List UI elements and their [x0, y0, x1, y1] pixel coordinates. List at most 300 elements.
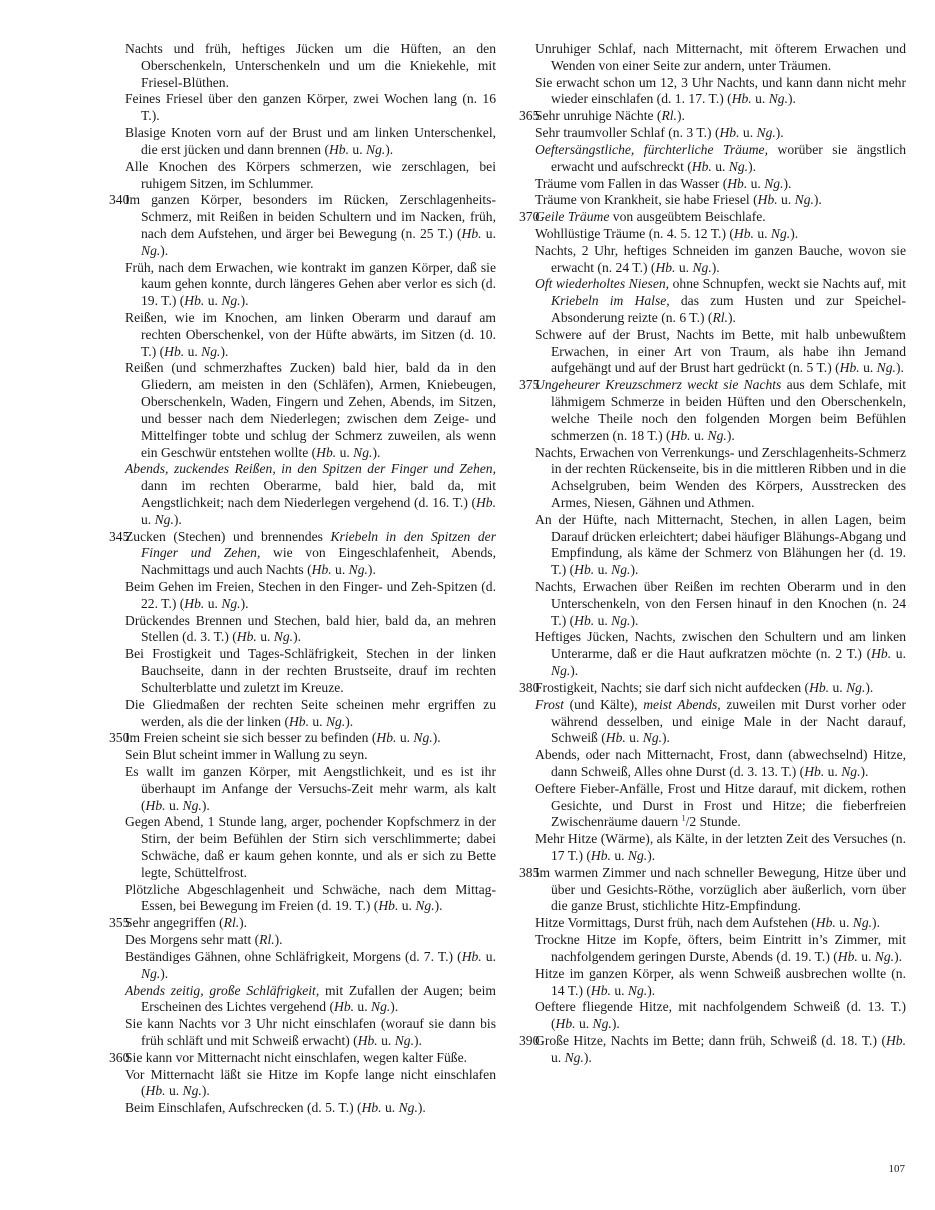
- entry-text: Nachts und früh, heftiges Jücken um die Hüften, an den Oberschenkeln, Unterschenkeln und um die Kniekehle, mit Friesel-Blüthen.: [125, 41, 496, 90]
- entry-text: ).: [372, 444, 381, 460]
- entry-text: Hb.: [731, 91, 752, 107]
- entry-text: Ng.: [221, 293, 241, 309]
- entry-text: Hb.: [184, 293, 205, 309]
- entry-text: worüber sie ängstlich erwacht und aufschreckt (: [551, 141, 907, 174]
- symptom-entry: [519, 831, 906, 865]
- entry-text: ).: [160, 242, 169, 258]
- entry-text: Rl.: [223, 915, 240, 931]
- symptom-entry: [519, 176, 906, 193]
- symptom-entry: [519, 377, 906, 444]
- entry-text: ).: [630, 612, 639, 628]
- entry-text: ).: [240, 293, 249, 309]
- entry-text: Hb.: [164, 343, 185, 359]
- entry-text: Ng.: [592, 1016, 612, 1032]
- entry-text: u.: [396, 730, 414, 746]
- entry-text: An der Hüfte, nach Mitternacht, Stechen, in allen Lagen, beim Darauf drücken erleichtert; dabei häufiger Blähungs-Abgang und Empfindung, als käme der Schmerz von Blähungen her (d. 19. T.) (: [535, 511, 906, 578]
- entry-text: ).: [790, 225, 799, 241]
- entry-text: Ng.: [398, 1100, 418, 1116]
- symptom-entry: [109, 949, 496, 983]
- entry-text: u.: [824, 763, 842, 779]
- symptom-entry: [519, 932, 906, 966]
- entry-text: von ausgeübtem Beischlafe.: [609, 209, 766, 225]
- entry-text: Oeftere fliegende Hitze, mit nachfolgendem Schweiß (d. 13. T.) (: [535, 999, 906, 1032]
- entry-text: u.: [594, 562, 612, 578]
- entry-text: Hb.: [475, 494, 496, 510]
- symptom-entry: [109, 91, 496, 125]
- entry-text: Abends, oder nach Mitternacht, Frost, dann (abwechselnd) Hitze, dann Schweiß, Alles ohne Durst (d. 3. 13. T.) (: [535, 747, 906, 779]
- entry-text: ).: [201, 797, 210, 813]
- entry-text: Trockne Hitze im Kopfe, öfters, beim Eintritt in’s Zimmer, mit nachfolgendem geringen Durste, Abends (d. 19. T.) (: [535, 932, 906, 964]
- entry-text: Zucken (Stechen) und brennendes: [125, 528, 331, 544]
- entry-text: Hb.: [288, 713, 309, 729]
- entry-text: Hb.: [590, 982, 611, 998]
- entry-text: Ng.: [394, 1032, 414, 1048]
- entry-text: ).: [160, 965, 169, 981]
- symptom-entry: [109, 1067, 496, 1101]
- entry-text: Oeftere Fieber-Anfälle, Frost und Hitze darauf, mit dickem, rothen Gesichte, und Durst in Frost und Hitze; die fieberfreien Zwischenräume dauern: [535, 780, 906, 830]
- entry-text: ).: [274, 932, 283, 948]
- entry-text: u.: [747, 175, 765, 191]
- entry-text: u.: [256, 629, 274, 645]
- entry-text: ).: [787, 91, 796, 107]
- symptom-entry: [519, 41, 906, 75]
- entry-text: wie von Eingeschlafenheit, Abends, Nachmittags und auch Nachts (: [141, 545, 496, 578]
- entry-text: u.: [739, 125, 757, 141]
- entry-text: das zum Husten und zur Speichel-Absonderung reizte (n. 6 T.) (: [551, 293, 907, 325]
- entry-number: 370: [519, 209, 540, 225]
- entry-text: Unruhiger Schlaf, nach Mitternacht, mit öfterem Erwachen und Wenden von einer Seite zur andern, unter Träumen.: [535, 41, 906, 73]
- symptom-entry: [109, 360, 496, 461]
- entry-text: Mehr Hitze (Wärme), als Kälte, in der letzten Zeit des Versuches (n. 17 T.) (: [535, 831, 906, 863]
- entry-text: Wohllüstige Träume (n. 4. 5. 12 T.) (: [535, 225, 734, 241]
- entry-text: Sehr traumvoller Schlaf (n. 3 T.) (: [535, 125, 720, 141]
- entry-number: 340: [109, 192, 130, 208]
- entry-text: u.: [594, 612, 612, 628]
- symptom-entry: [109, 192, 496, 259]
- symptom-entry: [109, 1050, 496, 1067]
- entry-text: $^1$/2: [681, 813, 697, 830]
- entry-text: Hb.: [719, 125, 740, 141]
- entry-text: mit Zufallen der Augen; beim Erscheinen des Lichtes vergehend (: [141, 982, 496, 1015]
- symptom-entry: [519, 1033, 906, 1067]
- entry-text: Ng.: [366, 141, 386, 157]
- entry-text: ).: [583, 1049, 592, 1065]
- entry-text: ).: [647, 982, 656, 998]
- entry-text: u.: [777, 192, 795, 208]
- entry-text: u.: [610, 982, 628, 998]
- entry-text: ).: [711, 259, 720, 275]
- entry-text: Beständiges Gähnen, ohne Schläfrigkeit, Morgens (d. 7. T.) (: [125, 948, 462, 964]
- symptom-entry: [519, 966, 906, 1000]
- entry-text: Ng.: [770, 225, 791, 241]
- entry-text: Hb.: [361, 1100, 382, 1116]
- symptom-entry: [109, 1016, 496, 1050]
- entry-text: Heftiges Jücken, Nachts, zwischen den Schultern und am linken Unterarme, daß er die Haut aufkratzen möchte (n. 2 T.) (: [535, 629, 906, 662]
- entry-text: u.: [331, 562, 349, 578]
- entry-text: Hb.: [804, 763, 825, 779]
- entry-text: Hb.: [727, 175, 748, 191]
- symptom-entry: [109, 579, 496, 613]
- entry-text: Hb.: [328, 141, 349, 157]
- entry-text: Ng.: [182, 1083, 202, 1099]
- entry-text: Hb.: [733, 225, 754, 241]
- symptom-entry: [109, 125, 496, 159]
- entry-text: Reißen (und schmerzhaftes Zucken) bald hier, bald da in den Gliedern, am meisten in den (Schläfen), Armen, Kniebeugen, Oberschenkeln, Waden, Fingern und Zehen, Abends, im Sitzen, und besser nach dem Niederlegen; zwischen dem Zeige- und Mittelfinger tobte und schlug der Schmerz zuweilen, als wenn ein Geschwür entstehen wollte (: [125, 360, 496, 460]
- entry-text: Ng.: [353, 444, 373, 460]
- entry-text: Sie kann Nachts vor 3 Uhr nicht einschlafen (worauf sie dann bis früh schläft und mit Schweiß erwacht) (: [125, 1016, 496, 1048]
- symptom-entry: [109, 529, 496, 579]
- entry-text: u.: [891, 646, 907, 662]
- page-number: 107: [888, 1163, 905, 1175]
- entry-text: u.: [857, 948, 875, 964]
- entry-text: u.: [829, 679, 847, 695]
- entry-text: Ng.: [182, 797, 202, 813]
- entry-text: u.: [835, 915, 853, 931]
- entry-text: Sehr angegriffen (: [125, 915, 224, 931]
- entry-text: Ng.: [564, 1049, 584, 1065]
- entry-number: 375: [519, 377, 540, 393]
- entry-text: Blasige Knoten vorn auf der Brust und am linken Unterschenkel, die erst jücken und dann brennen (: [125, 125, 496, 157]
- entry-text: Früh, nach dem Erwachen, wie kontrakt im ganzen Körper, daß sie kaum gehen konnte, durch längeres Gehen aber verlor es sich (d. 19. T.) (: [125, 259, 496, 309]
- entry-text: Ng.: [221, 595, 241, 611]
- symptom-entry: [109, 1100, 496, 1117]
- entry-text: Kriebeln im Halse,: [551, 293, 670, 309]
- entry-text: Ng.: [154, 511, 174, 527]
- entry-text: Plötzliche Abgeschlagenheit und Schwäche, nach dem Mittag-Essen, bei Bewegung im Freien (d. 19. T.) (: [125, 881, 496, 914]
- symptom-entry: [109, 915, 496, 932]
- entry-text: u.: [184, 343, 202, 359]
- entry-text: ).: [570, 663, 579, 679]
- entry-text: Die Gliedmaßen der rechten Seite scheinen mehr ergriffen zu werden, als die der linken (: [125, 696, 496, 729]
- entry-text: Hb.: [885, 1032, 906, 1048]
- entry-text: u.: [398, 898, 416, 914]
- right-column: [519, 41, 906, 1067]
- entry-text: Ng.: [768, 91, 788, 107]
- entry-text: Kriebeln in den Spitzen der Finger und Zehen,: [141, 528, 496, 561]
- entry-text: u.: [751, 91, 769, 107]
- entry-text: u.: [349, 141, 366, 157]
- symptom-entry: [519, 865, 906, 915]
- symptom-entry: [519, 579, 906, 629]
- symptom-entry: [109, 814, 496, 881]
- entry-text: ohne Schnupfen, weckt sie Nachts auf, mit: [669, 276, 906, 292]
- symptom-entry: [519, 192, 906, 209]
- entry-text: ).: [726, 427, 735, 443]
- entry-text: ).: [390, 999, 399, 1015]
- entry-text: ).: [872, 915, 880, 931]
- symptom-entry: [109, 646, 496, 696]
- entry-text: ).: [413, 1032, 422, 1048]
- entry-text: dann im rechten Oberarme, bald hier, bald da, mit Aengstlichkeit; nach dem Niederlegen vergehend (d. 16. T.) (: [141, 478, 496, 510]
- entry-text: Frost: [535, 696, 564, 712]
- entry-text: Ng.: [611, 612, 631, 628]
- symptom-entry: [109, 747, 496, 764]
- entry-text: Große Hitze, Nachts im Bette; dann früh, Schweiß (d. 18. T.) (: [535, 1032, 886, 1048]
- entry-text: ).: [895, 360, 904, 376]
- symptom-entry: [109, 882, 496, 916]
- entry-text: u.: [690, 427, 708, 443]
- entry-number: 385: [519, 864, 540, 880]
- entry-number: 355: [109, 915, 130, 931]
- entry-text: ).: [775, 125, 784, 141]
- entry-text: Ng.: [415, 898, 435, 914]
- entry-text: Ng.: [273, 629, 294, 645]
- entry-text: Hb.: [555, 1016, 576, 1032]
- entry-text: Ng.: [846, 679, 866, 695]
- entry-text: u.: [377, 1032, 395, 1048]
- entry-text: Ng.: [348, 562, 368, 578]
- entry-text: Beim Gehen im Freien, Stechen in den Finger- und Zeh-Spitzen (d. 22. T.) (: [125, 579, 496, 611]
- entry-text: ).: [417, 1100, 426, 1116]
- entry-text: Hb.: [376, 730, 397, 746]
- entry-text: Ng.: [551, 663, 571, 679]
- entry-text: Des Morgens sehr matt (: [125, 932, 260, 948]
- symptom-entry: [519, 108, 906, 125]
- entry-number: 350: [109, 730, 130, 746]
- entry-text: Geile Träume: [535, 209, 610, 225]
- entry-text: Hb.: [839, 360, 860, 376]
- entry-text: u.: [575, 1016, 593, 1032]
- entry-text: Ng.: [794, 192, 814, 208]
- symptom-entry: [109, 613, 496, 647]
- entry-text: Nachts, 2 Uhr, heftiges Schneiden im ganzen Bauche, wovon sie erwacht (n. 24 T.) (: [535, 242, 906, 275]
- entry-text: ).: [813, 192, 822, 208]
- entry-text: Hb.: [574, 612, 595, 628]
- entry-text: Sie erwacht schon um 12, 3 Uhr Nachts, und kann dann nicht mehr wieder einschlafen (d. 1. 17. T.) (: [535, 74, 906, 107]
- entry-text: Alle Knochen des Körpers schmerzen, wie zerschlagen, bei ruhigem Sitzen, im Schlummer.: [125, 158, 496, 191]
- entry-text: ).: [367, 562, 376, 578]
- symptom-entry: [519, 512, 906, 579]
- entry-text: u.: [753, 225, 771, 241]
- entry-text: Schwere auf der Brust, Nachts im Bette, mit halb unbewußtem Erwachen, in einer Art von Traum, als habe ihn Jemand aufgehängt und auf der Brust hart gedrückt (n. 5 T.) (: [535, 326, 906, 376]
- entry-text: ).: [727, 310, 736, 325]
- entry-text: u.: [859, 360, 877, 376]
- symptom-entry: [519, 915, 906, 932]
- entry-text: Reißen, wie im Knochen, am linken Oberarm und darauf am rechten Oberschenkel, von der Hüfte abwärts, im Sitzen (d. 10. T.) (: [125, 310, 496, 359]
- entry-text: Ng.: [841, 763, 861, 779]
- entry-text: Ng.: [707, 427, 727, 443]
- entry-text: Ng.: [413, 730, 433, 746]
- symptom-entry: [109, 461, 496, 528]
- entry-text: ).: [201, 1083, 210, 1099]
- entry-text: Ng.: [201, 343, 221, 359]
- symptom-entry: [519, 327, 906, 377]
- symptom-entry: [109, 310, 496, 360]
- entry-text: Hb.: [691, 158, 712, 174]
- symptom-entry: [519, 226, 906, 243]
- entry-text: Ng.: [876, 360, 896, 376]
- entry-text: ).: [345, 713, 354, 729]
- entry-text: ).: [432, 730, 441, 746]
- symptom-entry: [109, 697, 496, 731]
- entry-text: Rl.: [259, 932, 275, 948]
- entry-text: u.: [381, 1100, 399, 1116]
- entry-text: u.: [711, 158, 729, 174]
- entry-text: Ng.: [874, 948, 895, 964]
- symptom-entry: [519, 629, 906, 679]
- entry-text: Träume von Krankheit, sie habe Friesel (: [535, 192, 758, 208]
- entry-text: u.: [675, 259, 693, 275]
- entry-text: u.: [551, 1049, 565, 1065]
- entry-text: u.: [354, 999, 372, 1015]
- entry-text: u.: [481, 225, 496, 241]
- entry-text: aus dem Schlafe, mit lähmigem Schmerze in beiden Hüften und den Oberschenkeln, welche Theile noch den folgenden Morgen beim Befühlen schmerzen (n. 18 T.) (: [551, 377, 907, 443]
- entry-text: u.: [141, 511, 155, 527]
- entry-text: Hb.: [815, 915, 836, 931]
- entry-text: Ng.: [756, 125, 776, 141]
- entry-text: Ng.: [141, 965, 161, 981]
- entry-text: Hb.: [809, 679, 830, 695]
- entry-text: Ng.: [728, 158, 749, 174]
- entry-text: Drückendes Brennen und Stechen, bald hier, bald da, an mehren Stellen (d. 3. T.) (: [125, 612, 496, 645]
- entry-text: Stunde.: [696, 814, 741, 830]
- entry-text: Hb.: [236, 629, 257, 645]
- entry-text: ).: [662, 730, 670, 746]
- entry-number: 365: [519, 108, 540, 124]
- entry-text: Rl.: [712, 310, 728, 325]
- entry-text: ).: [240, 595, 249, 611]
- symptom-entry: [519, 142, 906, 176]
- entry-text: Oeftersängstliche, fürchterliche Träume,: [535, 141, 768, 157]
- entry-text: Gegen Abend, 1 Stunde lang, arger, pochender Kopfschmerz in der Stirn, der beim Befühlen der Stirn sich verschlimmerte; dabei Schwäche, daß er kaum gehen konnte, und als er sich zu Bette legte, Schüttelfrost.: [125, 814, 496, 880]
- entry-text: ).: [173, 511, 182, 527]
- symptom-entry: [519, 243, 906, 277]
- symptom-entry: [519, 276, 906, 326]
- entry-text: Im ganzen Körper, besonders im Rücken, Zerschlagenheits-Schmerz, mit Reißen in beiden Schultern und im Nacken, früh, nach dem Aufstehen, und ärger bei Bewegung (n. 25 T.) (: [125, 192, 496, 241]
- entry-text: Hb.: [837, 948, 858, 964]
- entry-text: Ng.: [371, 999, 391, 1015]
- entry-text: u.: [308, 713, 326, 729]
- entry-text: Im Freien scheint sie sich besser zu befinden (: [125, 730, 377, 746]
- entry-text: Oft wiederholtes Niesen,: [535, 276, 670, 292]
- entry-number: 345: [109, 528, 130, 544]
- symptom-entry: [109, 159, 496, 193]
- entry-text: ).: [220, 343, 229, 359]
- entry-text: Hb.: [184, 595, 205, 611]
- entry-text: Hitze Vormittags, Durst früh, nach dem Aufstehen (: [535, 915, 816, 931]
- entry-text: ).: [293, 629, 301, 645]
- entry-text: Sehr unruhige Nächte (: [535, 108, 662, 124]
- symptom-entry: [519, 680, 906, 697]
- entry-text: Hb.: [311, 562, 332, 578]
- symptom-entry: [109, 260, 496, 310]
- entry-text: Hb.: [757, 192, 778, 208]
- entry-text: Ng.: [852, 915, 873, 931]
- symptom-entry: [109, 730, 496, 747]
- entry-text: u.: [625, 730, 643, 746]
- entry-text: ).: [865, 679, 874, 695]
- entry-text: ).: [239, 915, 248, 931]
- entry-text: u.: [165, 797, 183, 813]
- entry-text: Hitze im ganzen Körper, als wenn Schweiß ausbrechen wollte (n. 14 T.) (: [535, 965, 906, 998]
- symptom-entry: [519, 747, 906, 781]
- entry-text: ).: [676, 108, 685, 124]
- entry-text: Beim Einschlafen, Aufschrecken (d. 5. T.) (: [125, 1100, 362, 1116]
- entry-text: Nachts, Erwachen von Verrenkungs- und Zerschlagenheits-Schmerz in der rechten Rückenseite, bis in die mittleren Ribben und in die Achselgruben, beim Wenden des Körpers, Ausstrecken des Armes, Niesen, Gähnen und Athmen.: [535, 444, 906, 510]
- entry-text: Hb.: [357, 1032, 378, 1048]
- entry-text: Hb.: [670, 427, 691, 443]
- entry-text: Ungeheurer Kreuzschmerz weckt sie Nachts: [535, 377, 782, 393]
- entry-text: Träume vom Fallen in das Wasser (: [535, 175, 728, 191]
- entry-text: ).: [385, 141, 394, 157]
- entry-text: Abends, zuckendes Reißen, in den Spitzen der Finger und Zehen,: [125, 461, 496, 477]
- symptom-entry: [519, 697, 906, 747]
- entry-text: Hb.: [145, 797, 166, 813]
- entry-text: ).: [647, 848, 656, 863]
- entry-text: Vor Mitternacht läßt sie Hitze im Kopfe lange nicht einschlafen (: [125, 1066, 496, 1099]
- entry-text: ).: [630, 562, 639, 578]
- entry-text: Sie kann vor Mitternacht nicht einschlafen, wegen kalter Füße.: [125, 1049, 468, 1065]
- symptom-entry: [519, 781, 906, 831]
- entry-text: Hb.: [145, 1083, 166, 1099]
- entry-text: (und Kälte),: [563, 696, 644, 712]
- entry-text: Frostigkeit, Nachts; sie darf sich nicht aufdecken (: [535, 679, 810, 695]
- entry-text: u.: [165, 1083, 183, 1099]
- entry-text: Hb.: [461, 948, 482, 964]
- symptom-entry: [519, 445, 906, 512]
- entry-text: ).: [611, 1016, 620, 1032]
- symptom-entry: [519, 125, 906, 142]
- entry-text: ).: [860, 763, 869, 779]
- entry-text: u.: [336, 444, 354, 460]
- entry-text: u.: [481, 948, 496, 964]
- entry-text: Hb.: [655, 259, 676, 275]
- entry-text: Ng.: [764, 175, 784, 191]
- entry-text: ).: [894, 948, 902, 964]
- entry-text: Bei Frostigkeit und Tages-Schläfrigkeit, Stechen in der linken Bauchseite, dann in der rechten Brustseite, drauf im rechten Schulterblatte und zuletzt im Kreuze.: [125, 646, 496, 695]
- entry-text: ).: [748, 158, 756, 174]
- entry-text: Hb.: [871, 646, 892, 662]
- entry-text: ).: [434, 898, 443, 914]
- entry-text: Hb.: [334, 999, 355, 1015]
- entry-text: Nachts, Erwachen über Reißen im rechten Oberarm und in den Unterschenkeln, von den Fersen hinauf in den Knochen (n. 24 T.) (: [535, 579, 906, 628]
- entry-number: 380: [519, 679, 540, 695]
- entry-text: Ng.: [692, 259, 712, 275]
- entry-text: Hb.: [590, 848, 611, 863]
- entry-text: zuweilen mit Durst vorher oder während desselben, und einige Male in der Nacht darauf, Schweiß (: [551, 696, 906, 746]
- symptom-entry: [519, 75, 906, 109]
- entry-number: 390: [519, 1032, 540, 1048]
- entry-text: u.: [610, 848, 628, 863]
- entry-text: Hb.: [605, 730, 626, 746]
- entry-text: Es wallt im ganzen Körper, mit Aengstlichkeit, und es ist ihr überhaupt im Anfange der Versuchs-Zeit mehr warm, als kalt (: [125, 763, 496, 813]
- entry-text: u.: [204, 595, 222, 611]
- entry-text: Ng.: [611, 562, 631, 578]
- entry-text: Hb.: [316, 444, 337, 460]
- entry-text: meist Abends,: [643, 696, 721, 712]
- left-column: [109, 41, 496, 1117]
- symptom-entry: [109, 932, 496, 949]
- entry-text: Ng.: [141, 242, 161, 258]
- symptom-entry: [519, 999, 906, 1033]
- symptom-entry: [109, 764, 496, 814]
- entry-text: u.: [204, 293, 222, 309]
- entry-text: Hb.: [461, 225, 482, 241]
- entry-text: Hb.: [378, 898, 399, 914]
- symptom-entry: [109, 41, 496, 91]
- entry-text: Rl.: [661, 108, 677, 124]
- symptom-entry: [519, 209, 906, 226]
- entry-text: Im warmen Zimmer und nach schneller Bewegung, Hitze über und über und Gesichts-Röthe, vorzüglich aber äußerlich, vorn über die ganze Brust, stichlichte Hitz-Empfindung.: [535, 864, 906, 914]
- entry-text: Ng.: [325, 713, 346, 729]
- entry-text: Ng.: [627, 848, 648, 863]
- symptom-entry: [109, 983, 496, 1017]
- entry-text: ).: [783, 175, 792, 191]
- entry-number: 360: [109, 1049, 130, 1065]
- entry-text: Abends zeitig, große Schläfrigkeit,: [125, 982, 320, 998]
- entry-text: Feines Friesel über den ganzen Körper, zwei Wochen lang (n. 16 T.).: [125, 91, 496, 124]
- entry-text: Sein Blut scheint immer in Wallung zu seyn.: [125, 747, 368, 763]
